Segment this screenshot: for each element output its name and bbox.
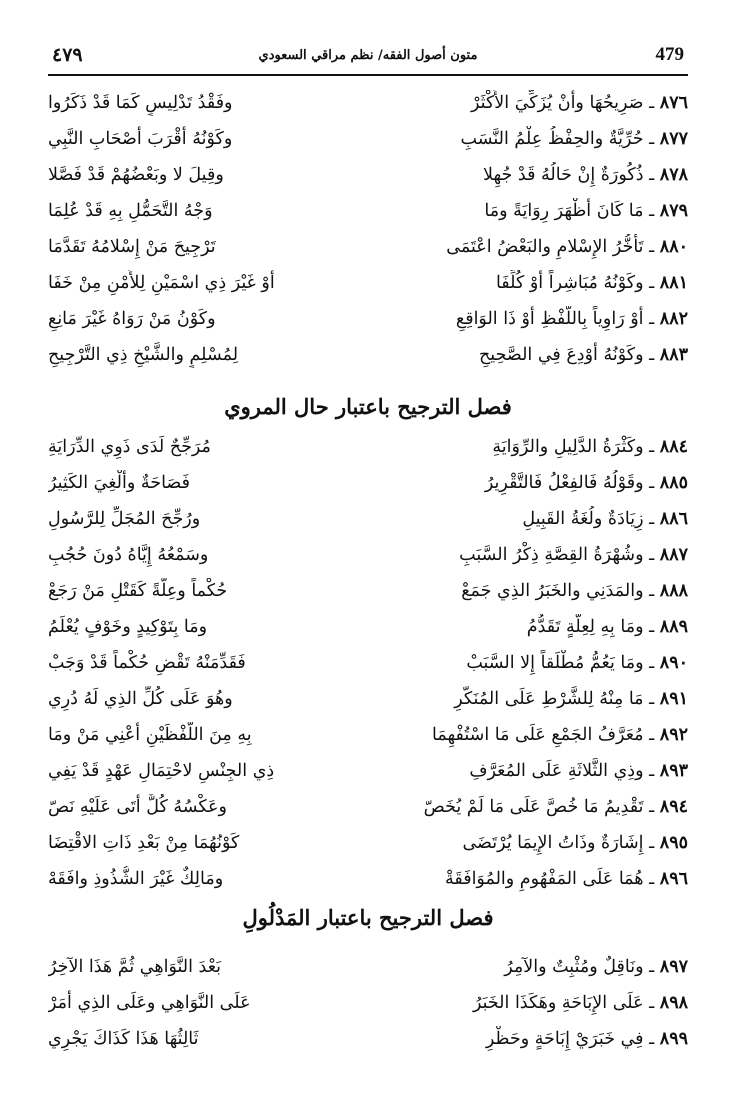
running-title: متون أصول الفقه/ نظم مراقي السعودي bbox=[258, 48, 478, 63]
first-hemistich: ٨٨٦ ـ زِيَادَةٌ ولُغَةُ القَبِيلِ bbox=[522, 509, 688, 529]
verse-number: ٨٩٠ bbox=[659, 653, 688, 673]
first-hemistich: ٨٨٧ ـ وشُهْرَةُ القِصَّةِ ذِكْرُ السَّبَبِ bbox=[459, 545, 688, 565]
verse-number: ٨٩٩ bbox=[659, 1029, 688, 1049]
verse-text: ومَا يَعُمُّ مُطْلَقاً إِلا السَّبَبْ bbox=[466, 653, 644, 673]
second-hemistich: أَوْ غَيْرَ ذِي اسْمَيْنِ لِلأَمْنِ مِنْ خَفَا bbox=[48, 273, 275, 293]
verse-number: ٨٨٧ bbox=[659, 545, 688, 565]
second-hemistich: بِهِ مِنَ اللَّفْظَيْنِ أَعْنِي مَنْ ومَا bbox=[48, 725, 252, 745]
second-hemistich: وَجْهُ التَّحَمُّلِ بِهِ قَدْ عُلِمَا bbox=[48, 201, 213, 221]
first-hemistich: ٨٩٥ ـ إِشَارَةٌ وذَاتُ الإِيمَا يُرْتَضَى bbox=[462, 833, 688, 853]
verse bbox=[48, 86, 688, 122]
verse-text: وكَوْنُهُ أُوْدِعَ فِي الصَّحِيحِ bbox=[479, 345, 644, 365]
verse bbox=[48, 302, 688, 338]
verse bbox=[48, 986, 688, 1022]
second-hemistich: فَصَاحَةٌ وأُلْغِيَ الكَثِيرُ bbox=[48, 473, 190, 493]
verse bbox=[48, 430, 688, 466]
verse-number: ٨٨٥ bbox=[659, 473, 688, 493]
verse bbox=[48, 754, 688, 790]
verse-text: ذُكُورَةٌ إِنْ حَالُهُ قَدْ جُهِلا bbox=[483, 165, 644, 185]
verses-section-1 bbox=[48, 86, 688, 374]
verse-number: ٨٨١ bbox=[659, 273, 688, 293]
verse-text: صَرِيحُهَا وأَنْ يُزَكِّيَ الأَكْثَرْ bbox=[471, 93, 644, 113]
first-hemistich: ٨٨٣ ـ وكَوْنُهُ أُوْدِعَ فِي الصَّحِيحِ bbox=[479, 345, 688, 365]
verse bbox=[48, 826, 688, 862]
verse-text: هُمَا عَلَى المَفْهُومِ والمُوَافَقَةْ bbox=[444, 869, 644, 889]
second-hemistich: حُكْماً وعِلَّةً كَقَتْلِ مَنْ رَجَعْ bbox=[48, 581, 228, 601]
verse-text: مَا كَانَ أَظْهَرَ رِوَايَةً ومَا bbox=[484, 201, 644, 221]
verse-number: ٨٨٠ bbox=[659, 237, 688, 257]
second-hemistich: لِمُسْلِمٍ والشَّيْخِ ذِي التَّرْجِيحِ bbox=[48, 345, 239, 365]
first-hemistich: ٨٩١ ـ مَا مِنْهُ لِلشَّرْطِ عَلَى المُنَكَّرِ bbox=[454, 689, 688, 709]
verse-text: إِشَارَةٌ وذَاتُ الإِيمَا يُرْتَضَى bbox=[462, 833, 644, 853]
verse bbox=[48, 790, 688, 826]
first-hemistich: ٨٨٨ ـ والمَدَنِي والخَبَرُ الذِي جَمَعْ bbox=[461, 581, 688, 601]
verse bbox=[48, 862, 688, 898]
second-hemistich: وقِيلَ لا وبَعْضُهُمْ قَدْ فَصَّلا bbox=[48, 165, 224, 185]
verse-number: ٨٩٦ bbox=[659, 869, 688, 889]
second-hemistich: وكَوْنُ مَنْ رَوَاهُ غَيْرَ مَانِعِ bbox=[48, 309, 216, 329]
first-hemistich: ٨٩٢ ـ مُعَرَّفُ الجَمْعِ عَلَى مَا اسْتُفْهِمَا bbox=[432, 725, 688, 745]
page-number-arabic: ٤٧٩ bbox=[52, 44, 83, 66]
second-hemistich: تَرْجِيحَ مَنْ إِسْلامُهُ تَقَدَّمَا bbox=[48, 237, 216, 257]
verse-text: ومَا بِهِ لِعِلَّةٍ تَقَدُّمُ bbox=[526, 617, 644, 637]
verse-number: ٨٩٤ bbox=[659, 797, 688, 817]
verse-number: ٨٩٥ bbox=[659, 833, 688, 853]
verse bbox=[48, 502, 688, 538]
verses-section-2 bbox=[48, 430, 688, 898]
page-header bbox=[48, 40, 688, 76]
verse-text: تَأَخُّرُ الإِسْلامِ والبَعْضُ اعْتَمَى bbox=[446, 237, 644, 257]
verse-number: ٨٨٤ bbox=[659, 437, 688, 457]
first-hemistich: ٨٧٩ ـ مَا كَانَ أَظْهَرَ رِوَايَةً ومَا bbox=[484, 201, 688, 221]
verse-number: ٨٨٦ bbox=[659, 509, 688, 529]
first-hemistich: ٨٩٠ ـ ومَا يَعُمُّ مُطْلَقاً إِلا السَّبَبْ bbox=[466, 653, 688, 673]
verse-text: والمَدَنِي والخَبَرُ الذِي جَمَعْ bbox=[461, 581, 644, 601]
second-hemistich: وعَكْسُهُ كُلٌّ أَتَى عَلَيْهِ نَصّ bbox=[48, 797, 227, 817]
verse bbox=[48, 646, 688, 682]
first-hemistich: ٨٩٤ ـ تَقْدِيمُ مَا خُصَّ عَلَى مَا لَمْ يُخَصّ bbox=[423, 797, 688, 817]
verse-number: ٨٩١ bbox=[659, 689, 688, 709]
verse-text: تَقْدِيمُ مَا خُصَّ عَلَى مَا لَمْ يُخَصّ bbox=[423, 797, 644, 817]
first-hemistich: ٨٧٨ ـ ذُكُورَةٌ إِنْ حَالُهُ قَدْ جُهِلا bbox=[483, 165, 688, 185]
section-heading: فصل الترجيح باعتبار حال المروي bbox=[224, 394, 512, 419]
verse-text: ونَاقِلٌ ومُثْبِتٌ والآمِرُ bbox=[504, 957, 644, 977]
second-hemistich: ذِي الجِنْسِ لاحْتِمَالِ عَهْدٍ قَدْ يَفِي bbox=[48, 761, 275, 781]
first-hemistich: ٨٨٠ ـ تَأَخُّرُ الإِسْلامِ والبَعْضُ اعْتَمَى bbox=[446, 237, 688, 257]
verse-text: مُعَرَّفُ الجَمْعِ عَلَى مَا اسْتُفْهِمَا bbox=[432, 725, 644, 745]
verse-number: ٨٨٢ bbox=[659, 309, 688, 329]
verse bbox=[48, 1022, 688, 1058]
second-hemistich: بَعْدَ النَّوَاهِي ثُمَّ هَذَا الآخِرُ bbox=[48, 957, 222, 977]
first-hemistich: ٨٨٢ ـ أَوْ رَاوِياً بِاللَّفْظِ أَوْ ذَا الوَاقِعِ bbox=[455, 309, 688, 329]
first-hemistich: ٨٩٨ ـ عَلَى الإِبَاحَةِ وهَكَذَا الخَبَرُ bbox=[472, 993, 688, 1013]
verse-number: ٨٧٨ bbox=[659, 165, 688, 185]
first-hemistich: ٨٩٩ ـ فِي خَبَرَيْ إِبَاحَةٍ وحَظْرِ bbox=[485, 1029, 688, 1049]
verse-number: ٨٩٨ bbox=[659, 993, 688, 1013]
second-hemistich: ومَالِكٌ غَيْرَ الشُّذُوذِ وافَقَهْ bbox=[48, 869, 224, 889]
verse-text: وشُهْرَةُ القِصَّةِ ذِكْرُ السَّبَبِ bbox=[459, 545, 644, 565]
second-hemistich: ثَالِثُهَا هَذَا كَذَاكَ يَجْرِي bbox=[48, 1029, 199, 1049]
second-hemistich: ومَا بِتَوْكِيدٍ وخَوْفٍ يُعْلَمُ bbox=[48, 617, 208, 637]
verse-text: مَا مِنْهُ لِلشَّرْطِ عَلَى المُنَكَّرِ bbox=[454, 689, 644, 709]
verse bbox=[48, 466, 688, 502]
verse bbox=[48, 574, 688, 610]
second-hemistich: فَقَدِّمَنْهُ تَقْضِ حُكْماً قَدْ وَجَبْ bbox=[48, 653, 246, 673]
second-hemistich: مُرَجِّحٌ لَدَى ذَوِي الدِّرَايَةِ bbox=[48, 437, 211, 457]
first-hemistich: ٨٧٧ ـ حُرِّيَّةٌ والحِفْظُ عِلْمُ النَّسَبِ bbox=[460, 129, 688, 149]
verse-number: ٨٩٢ bbox=[659, 725, 688, 745]
verse-number: ٨٧٩ bbox=[659, 201, 688, 221]
verse bbox=[48, 338, 688, 374]
verse-text: أَوْ رَاوِياً بِاللَّفْظِ أَوْ ذَا الوَاقِعِ bbox=[455, 309, 644, 329]
verse bbox=[48, 158, 688, 194]
second-hemistich: وهُوَ عَلَى كُلِّ الذِي لَهُ دُرِي bbox=[48, 689, 233, 709]
second-hemistich: ورُجِّحَ المُجَلِّ لِلرَّسُولِ bbox=[48, 509, 201, 529]
first-hemistich: ٨٩٧ ـ ونَاقِلٌ ومُثْبِتٌ والآمِرُ bbox=[504, 957, 688, 977]
first-hemistich: ٨٩٣ ـ وذِي الثَّلاثَةِ عَلَى المُعَرَّفِ bbox=[469, 761, 688, 781]
verse bbox=[48, 682, 688, 718]
verse bbox=[48, 266, 688, 302]
first-hemistich: ٨٨٥ ـ وقَوْلُهُ فَالفِعْلُ فَالتَّقْرِيرُ bbox=[484, 473, 688, 493]
verse-number: ٨٩٣ bbox=[659, 761, 688, 781]
verse-text: فِي خَبَرَيْ إِبَاحَةٍ وحَظْرِ bbox=[485, 1029, 644, 1049]
verse bbox=[48, 194, 688, 230]
verse-number: ٨٧٧ bbox=[659, 129, 688, 149]
verse-number: ٨٨٨ bbox=[659, 581, 688, 601]
verse bbox=[48, 538, 688, 574]
second-hemistich: وكَوْنُهُ أَقْرَبَ أَصْحَابِ النَّبِي bbox=[48, 129, 233, 149]
verse-number: ٨٨٩ bbox=[659, 617, 688, 637]
verse-text: وكَوْنُهُ مُبَاشِراً أَوْ كُلِّفَا bbox=[495, 273, 644, 293]
verse-text: وكَثْرَةُ الدَّلِيلِ والرِّوَايَةِ bbox=[492, 437, 644, 457]
verse-text: زِيَادَةٌ ولُغَةُ القَبِيلِ bbox=[522, 509, 644, 529]
first-hemistich: ٨٩٦ ـ هُمَا عَلَى المَفْهُومِ والمُوَافَقَةْ bbox=[444, 869, 688, 889]
verse-text: وقَوْلُهُ فَالفِعْلُ فَالتَّقْرِيرُ bbox=[484, 473, 644, 493]
page-number-latin: 479 bbox=[655, 44, 684, 65]
verse bbox=[48, 230, 688, 266]
first-hemistich: ٨٨٤ ـ وكَثْرَةُ الدَّلِيلِ والرِّوَايَةِ bbox=[492, 437, 688, 457]
first-hemistich: ٨٧٦ ـ صَرِيحُهَا وأَنْ يُزَكِّيَ الأَكْثَرْ bbox=[471, 93, 688, 113]
verse bbox=[48, 718, 688, 754]
second-hemistich: عَلَى النَّوَاهِي وعَلَى الذِي أَمَرْ bbox=[48, 993, 251, 1013]
first-hemistich: ٨٨١ ـ وكَوْنُهُ مُبَاشِراً أَوْ كُلِّفَا bbox=[495, 273, 688, 293]
verse-number: ٨٩٧ bbox=[659, 957, 688, 977]
verse-number: ٨٨٣ bbox=[659, 345, 688, 365]
verse bbox=[48, 950, 688, 986]
second-hemistich: وسَمْعُهُ إِيَّاهُ دُونَ حُجُبِ bbox=[48, 545, 209, 565]
verse-text: وذِي الثَّلاثَةِ عَلَى المُعَرَّفِ bbox=[469, 761, 644, 781]
first-hemistich: ٨٨٩ ـ ومَا بِهِ لِعِلَّةٍ تَقَدُّمُ bbox=[526, 617, 688, 637]
verse bbox=[48, 610, 688, 646]
verse-number: ٨٧٦ bbox=[659, 93, 688, 113]
verse bbox=[48, 122, 688, 158]
verse-text: حُرِّيَّةٌ والحِفْظُ عِلْمُ النَّسَبِ bbox=[460, 129, 644, 149]
verses-section-3 bbox=[48, 950, 688, 1058]
section-heading: فصل الترجيح باعتبار المَدْلُولِ bbox=[242, 905, 494, 930]
verse-text: عَلَى الإِبَاحَةِ وهَكَذَا الخَبَرُ bbox=[472, 993, 644, 1013]
second-hemistich: كَوْنُهُمَا مِنْ بَعْدِ ذَاتِ الاقْتِضَا bbox=[48, 833, 240, 853]
second-hemistich: وفَقْدُ تَدْلِيسٍ كَمَا قَدْ ذَكَرُوا bbox=[48, 93, 233, 113]
